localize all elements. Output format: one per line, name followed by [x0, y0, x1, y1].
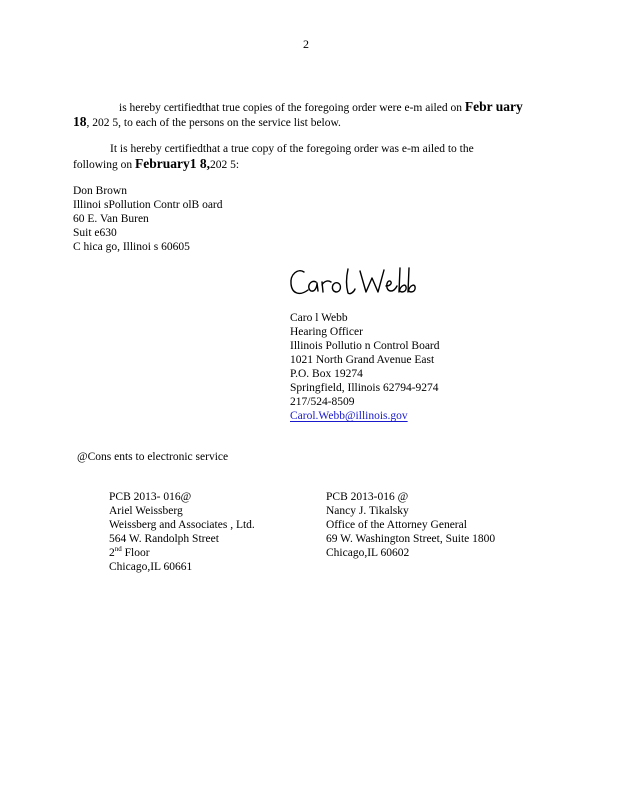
- page-number: 2: [303, 37, 309, 51]
- officer-org: Illinois Pollutio n Control Board: [290, 340, 440, 352]
- certification-1-line-2: [73, 115, 341, 130]
- certification-1-text-2: , 202 5, to each of the persons on the service list below.: [86, 117, 341, 129]
- certification-1-line-1: [119, 100, 523, 115]
- officer-city: Springfield, Illinois 62794-9274: [290, 382, 439, 394]
- recipient-name: Don Brown: [73, 185, 127, 197]
- officer-title: Hearing Officer: [290, 326, 363, 338]
- certification-1-date-day: 18: [73, 114, 87, 129]
- certification-2-text: following on: [73, 159, 133, 171]
- officer-name: Caro l Webb: [290, 312, 348, 324]
- certification-1-text: is hereby certifiedthat true copies of the foregoing order were e-m ailed on: [119, 102, 462, 114]
- hearing-officer-block: [290, 311, 440, 423]
- recipient-address: [73, 184, 223, 254]
- service-right-org: Office of the Attorney General: [326, 519, 467, 531]
- consent-note: @Cons ents to electronic service: [77, 451, 229, 463]
- recipient-city: C hica go, Illinoi s 60605: [73, 241, 190, 253]
- officer-po-box: P.O. Box 19274: [290, 368, 363, 380]
- service-left-case: PCB 2013- 016@: [109, 491, 192, 503]
- handwritten-signature: [288, 264, 416, 300]
- recipient-org: Illinoi sPollution Contr olB oard: [73, 199, 223, 211]
- service-left-name: Ariel Weissberg: [109, 505, 183, 517]
- service-left-floor: 2nd Floor: [109, 545, 150, 559]
- certification-2-year: 202 5:: [209, 159, 240, 171]
- service-left-street: 564 W. Randolph Street: [109, 533, 219, 545]
- service-right-street: 69 W. Washington Street, Suite 1800: [326, 533, 496, 545]
- service-right-name: Nancy J. Tikalsky: [326, 505, 409, 517]
- service-left-city: Chicago,IL 60661: [109, 561, 193, 573]
- service-right-case: PCB 2013-016 @: [326, 491, 409, 503]
- recipient-street: 60 E. Van Buren: [73, 213, 149, 225]
- service-right-city: Chicago,IL 60602: [326, 547, 410, 559]
- officer-phone: 217/524-8509: [290, 396, 355, 408]
- certification-2-date: February1 8,: [134, 156, 210, 171]
- service-left-firm: Weissberg and Associates , Ltd.: [109, 519, 255, 531]
- officer-email-link[interactable]: Carol.Webb@illinois.gov: [290, 410, 408, 422]
- recipient-suite: Suit e630: [73, 227, 117, 239]
- officer-street: 1021 North Grand Avenue East: [290, 354, 435, 366]
- service-list-left: [109, 490, 255, 574]
- certification-2-line-2: [73, 157, 239, 172]
- certification-2-line-1: It is hereby certifiedthat a true copy of the foregoing order was e-m ailed to the: [110, 143, 474, 155]
- service-list-right: [326, 490, 495, 560]
- certification-1-date-month: Febr uary: [464, 99, 523, 114]
